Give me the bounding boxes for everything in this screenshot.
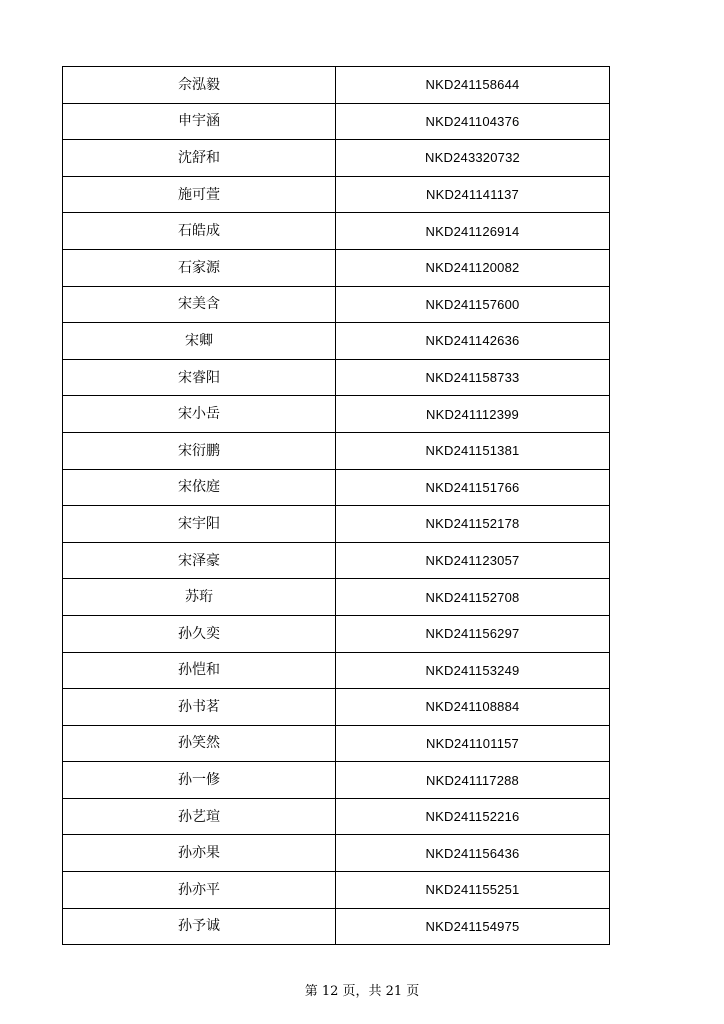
name-cell: 孙恺和	[63, 652, 336, 689]
name-cell: 宋依庭	[63, 469, 336, 506]
name-cell: 沈舒和	[63, 140, 336, 177]
table-row	[63, 286, 610, 323]
table-row	[63, 579, 610, 616]
id-cell: NKD241154975	[336, 908, 610, 945]
table-row	[63, 615, 610, 652]
roster-table-body	[63, 67, 610, 945]
name-cell: 申宇涵	[63, 103, 336, 140]
table-row	[63, 725, 610, 762]
table-row	[63, 689, 610, 726]
id-cell: NKD241101157	[336, 725, 610, 762]
id-cell: NKD241126914	[336, 213, 610, 250]
table-row	[63, 176, 610, 213]
id-cell: NKD241123057	[336, 542, 610, 579]
table-row	[63, 140, 610, 177]
name-cell: 孙久奕	[63, 615, 336, 652]
name-cell: 宋小岳	[63, 396, 336, 433]
id-cell: NKD241142636	[336, 323, 610, 360]
name-cell: 孙笑然	[63, 725, 336, 762]
table-row	[63, 762, 610, 799]
id-cell: NKD241153249	[336, 652, 610, 689]
table-row	[63, 872, 610, 909]
id-cell: NKD241112399	[336, 396, 610, 433]
id-cell: NKD241120082	[336, 249, 610, 286]
name-cell: 孙书茗	[63, 689, 336, 726]
page-footer: 第 12 页，共 21 页	[304, 984, 420, 999]
table-row	[63, 249, 610, 286]
table-row	[63, 798, 610, 835]
table-row	[63, 835, 610, 872]
name-cell: 宋睿阳	[63, 359, 336, 396]
name-cell: 宋卿	[63, 323, 336, 360]
table-row	[63, 506, 610, 543]
table-row	[63, 213, 610, 250]
table-row	[63, 396, 610, 433]
name-cell: 石家源	[63, 249, 336, 286]
table-row	[63, 67, 610, 104]
id-cell: NKD241156436	[336, 835, 610, 872]
name-cell: 石皓成	[63, 213, 336, 250]
roster-table	[62, 66, 610, 945]
table-row	[63, 323, 610, 360]
name-cell: 孙予诚	[63, 908, 336, 945]
table-row	[63, 432, 610, 469]
name-cell: 孙亦平	[63, 872, 336, 909]
name-cell: 宋泽豪	[63, 542, 336, 579]
id-cell: NKD241152216	[336, 798, 610, 835]
name-cell: 宋美含	[63, 286, 336, 323]
id-cell: NKD241151766	[336, 469, 610, 506]
id-cell: NKD241104376	[336, 103, 610, 140]
name-cell: 孙艺瑄	[63, 798, 336, 835]
id-cell: NKD241156297	[336, 615, 610, 652]
table-row	[63, 359, 610, 396]
id-cell: NKD241141137	[336, 176, 610, 213]
id-cell: NKD241152708	[336, 579, 610, 616]
name-cell: 佘泓毅	[63, 67, 336, 104]
id-cell: NKD241151381	[336, 432, 610, 469]
id-cell: NKD241108884	[336, 689, 610, 726]
id-cell: NKD241152178	[336, 506, 610, 543]
name-cell: 孙亦果	[63, 835, 336, 872]
id-cell: NKD241155251	[336, 872, 610, 909]
table-row	[63, 542, 610, 579]
name-cell: 宋衍鹏	[63, 432, 336, 469]
table-row	[63, 908, 610, 945]
name-cell: 施可萱	[63, 176, 336, 213]
name-cell: 孙一修	[63, 762, 336, 799]
table-row	[63, 469, 610, 506]
id-cell: NKD241158644	[336, 67, 610, 104]
id-cell: NKD243320732	[336, 140, 610, 177]
name-cell: 宋宇阳	[63, 506, 336, 543]
name-cell: 苏珩	[63, 579, 336, 616]
table-row	[63, 652, 610, 689]
id-cell: NKD241117288	[336, 762, 610, 799]
table-row	[63, 103, 610, 140]
id-cell: NKD241157600	[336, 286, 610, 323]
id-cell: NKD241158733	[336, 359, 610, 396]
